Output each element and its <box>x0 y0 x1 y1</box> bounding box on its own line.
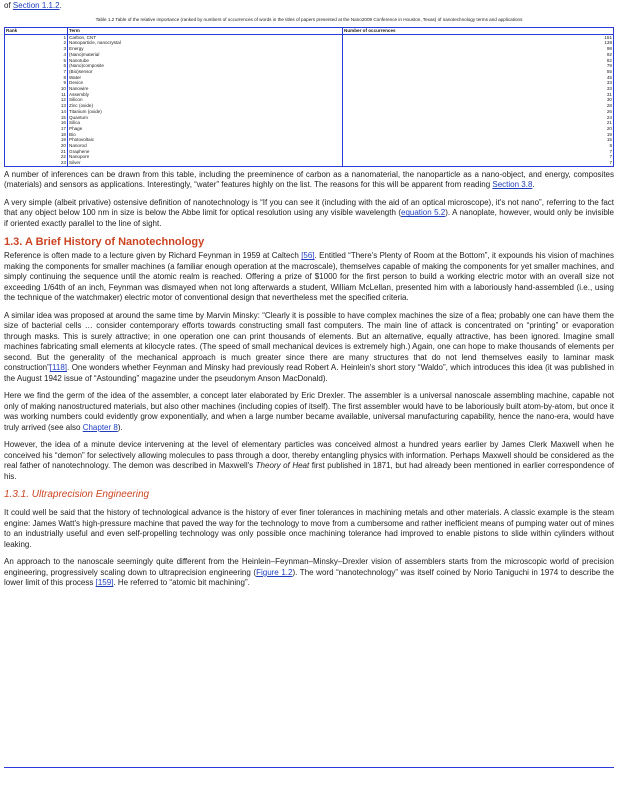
term-cell: (Bio)sensor <box>68 69 343 75</box>
rank-cell: 10 <box>5 86 68 92</box>
count-cell: 31 <box>606 91 612 97</box>
term-cell: Nanopore <box>68 154 343 160</box>
rank-cell: 15 <box>5 115 68 121</box>
count-cell: 21 <box>606 120 612 126</box>
ref-159-link[interactable]: [159] <box>95 578 114 588</box>
ref-56-link[interactable]: [56] <box>301 251 315 261</box>
paragraph-feynman: Reference is often made to a lecture given by Richard Feynman in 1959 at Caltech [56]. Entitled “There's Plenty of Room at the Bottom”, it expounds his vision of machines making the components for smaller machines (a familiar enough operation at the macroscale), themselves capable of making the components for yet smaller machines, and simply continuing the sequence until the atomic realm is reached. Offering a prize of $1000 for the first person to build a working electric motor with an overall size not exceeding 1/64th of an inch, Feynman was dismayed when not long afterwards a student, William McLellan, presented him with a laboriously hand-assembled (i.e., using the technique of the watchmaker) electric motor of conventional design that nevertheless met the specified criteria. <box>4 251 615 303</box>
top-prefix: of <box>4 1 13 10</box>
count-cell: 33 <box>606 80 612 86</box>
count-cell: 15 <box>606 137 612 143</box>
count-cell: 7 <box>609 154 612 160</box>
section-heading-history: 1.3. A Brief History of Nanotechnology <box>4 236 205 249</box>
rank-cell: 12 <box>5 97 68 103</box>
term-cell: Bio <box>68 132 343 138</box>
theory-of-heat-title: Theory of Heat <box>255 461 310 471</box>
ref-118-link[interactable]: [118] <box>49 363 67 373</box>
equation-5-2-link[interactable]: equation 5.2 <box>401 208 446 218</box>
table-row <box>5 160 614 166</box>
rank-cell: 6 <box>5 63 68 69</box>
paragraph-taniguchi: An approach to the nanoscale seemingly quite different from the Heinlein–Feynman–Minsky–Drexler vision of assemblers starts from the microscopic world of precision engineering, progressively scaling down to ultraprecision engineering (Figure 1.2). The word “nanotechnology” was itself coined by Norio Taniguchi in 1974 to describe the lower limit of this process [159]. He referred to “atomic bit machining”. <box>4 557 614 588</box>
paragraph-steam-engine: It could well be said that the history of technological advance is the history of ever finer tolerances in machining metals and other materials. A classic example is the steam engine: James Watt's high-pressure machine that paved the way for the technology to move from a cumbersome and rather inefficient means of pumping water out of mines to an industrially useful and even self-propelling technology was only possible once machining tolerance had improved to enable pistons to slide within cylinders without leaking. <box>4 508 614 549</box>
count-cell: 7 <box>609 160 612 166</box>
paragraph-ostensive-definition: A very simple (albeit privative) ostensive definition of nanotechnology is “If you can see it (including with the aid of an optical microscope), it's not nano”, referring to the fact that any object below 100 nm in size is below the Abbe limit for optical resolution using any visible wavelength (equation 5.2). A nanoplate, however, would only be invisible if oriented exactly parallel to the line of sight. <box>4 197 615 228</box>
term-cell: Assembly <box>68 92 343 98</box>
rank-cell: 9 <box>5 80 68 86</box>
header-count: Number of occurrences <box>343 28 614 35</box>
subsection-heading-ultraprecision: 1.3.1. Ultraprecision Engineering <box>4 489 150 501</box>
count-cell: 7 <box>609 148 612 154</box>
table-body <box>5 34 614 166</box>
term-cell: Titanium (oxide) <box>68 109 343 115</box>
table-header-row <box>5 28 614 35</box>
term-cell: Silicon <box>68 97 343 103</box>
figure-1-2-link[interactable]: Figure 1.2 <box>256 567 293 577</box>
term-cell: Zinc (oxide) <box>68 103 343 109</box>
header-rank: Rank <box>5 28 68 35</box>
count-cell: 79 <box>606 63 612 69</box>
rank-cell: 23 <box>5 160 68 166</box>
term-cell: (Nano)composite <box>68 63 343 69</box>
rank-cell: 17 <box>5 126 68 132</box>
rank-cell: 19 <box>5 137 68 143</box>
rank-cell: 18 <box>5 132 68 138</box>
top-reference-line: of Section 1.1.2. <box>4 1 62 10</box>
term-cell: Quantum <box>68 115 343 121</box>
count-cell: 8 <box>609 143 612 149</box>
chapter-8-link[interactable]: Chapter 8 <box>82 422 118 432</box>
count-cell: 55 <box>606 68 612 74</box>
count-cell: 138 <box>604 40 612 46</box>
term-cell: Device <box>68 80 343 86</box>
count-cell: 26 <box>606 108 612 114</box>
term-cell: Graphene <box>68 149 343 155</box>
rank-cell: 2 <box>5 40 68 46</box>
count-cell: 24 <box>606 114 612 120</box>
paragraph-maxwell: However, the idea of a minute device intervening at the level of elementary particles was conceived almost a hundred years earlier by James Clerk Maxwell when he conceived his “demon” for selectively allowing molecules to pass through a door, thereby entangling physics with information. Perhaps Maxwell should be considered as the real father of nanotechnology. The demon was described in Maxwell's Theory of Heat first published in 1871, but had already been mentioned in earlier correspondence of his. <box>4 440 615 481</box>
term-cell: (Nano)material <box>68 52 343 58</box>
paragraph-minsky: A similar idea was proposed at around the same time by Marvin Minsky: “Clearly it is possible to have complex machines the size of a flea; probably one can have them the size of bacterial cells … consider contemporary efforts towards constructing small fast computers. The main line of attack is concentrated on “printing” or evaporation through masks. This is surely attractive; in one operation one can print thousands of elements. But an alternative, equally attractive, has been ignored. Imagine small machines fabricating small elements at kilocycle rates. (The speed of small mechanical devices is extremely high.) Again, one can hope to make thousands of elements per second. But the generality of the mechanical approach is much greater since there are many structures that do not lend themselves easily to laminar mask construction”[118]. One wonders whether Feynman and Minsky had previously read Robert A. Heinlein's short story “Waldo”, which introduces this idea (it was published in the August 1942 issue of “Astounding” magazine under the pseudonym Anson MacDonald). <box>4 310 614 383</box>
term-cell: Carbon, CNT <box>68 34 343 40</box>
header-term: Term <box>68 28 343 35</box>
count-cell: 98 <box>606 46 612 52</box>
term-cell: Silica <box>68 120 343 126</box>
rank-cell: 3 <box>5 46 68 52</box>
bottom-divider <box>4 767 614 769</box>
rank-cell: 11 <box>5 92 68 98</box>
rank-cell: 1 <box>5 34 68 40</box>
term-cell: Silver <box>68 160 343 166</box>
rank-cell: 5 <box>5 58 68 64</box>
term-cell: Nanorod <box>68 143 343 149</box>
count-cell: 82 <box>606 57 612 63</box>
term-cell: Nanotube <box>68 58 343 64</box>
count-cell: 19 <box>606 131 612 137</box>
table-caption: Table 1.2 Table of the relative importance (ranked by numbers of occurrences of words in the titles of papers presented at the Nano2009 Conference in Houston, Texas) of nanotechnology terms and applications <box>95 17 523 22</box>
term-cell: Nanoparticle, nanocrystal <box>68 40 343 46</box>
rank-cell: 13 <box>5 103 68 109</box>
paragraph-assembler: Here we find the germ of the idea of the assembler, a concept later elaborated by Eric Drexler. The assembler is a universal nanoscale assembling machine, capable not only of making nanostructured materials, but also other machines (including copies of itself). The first assembler would have to be laboriously built atom-by-atom, but once it was working numbers could evidently grow exponentially, and when a large number became available, universal manufacturing capability, hence the nano-era, would have truly arrived (see also Chapter 8). <box>4 391 614 432</box>
rank-cell: 14 <box>5 109 68 115</box>
rank-cell: 4 <box>5 52 68 58</box>
count-cell: 151 <box>604 34 612 40</box>
count-cell: 28 <box>606 103 612 109</box>
rank-cell: 21 <box>5 149 68 155</box>
section-1-1-2-link[interactable]: Section 1.1.2 <box>12 1 60 10</box>
page-content <box>4 0 614 596</box>
term-cell: Phage <box>68 126 343 132</box>
rank-cell: 22 <box>5 154 68 160</box>
count-cell: 33 <box>606 86 612 92</box>
count-cell: 45 <box>606 74 612 80</box>
occurrences-table <box>4 27 614 167</box>
term-cell: Water <box>68 75 343 81</box>
rank-cell: 7 <box>5 69 68 75</box>
rank-cell: 8 <box>5 75 68 81</box>
term-cell: Nanowire <box>68 86 343 92</box>
term-cell: Energy <box>68 46 343 52</box>
rank-cell: 20 <box>5 143 68 149</box>
paragraph-inferences: A number of inferences can be drawn from this table, including the preeminence of carbon as a nanomaterial, the nanoparticle as a nano-object, and energy, composites (materials) and sensors as applications. Interestingly, “water” features highly on the list. The reasons for this will be apparent from reading Section 3.8. <box>4 169 614 190</box>
section-3-8-link[interactable]: Section 3.8 <box>492 180 533 190</box>
count-cell: 20 <box>606 125 612 131</box>
rank-cell: 16 <box>5 120 68 126</box>
count-cell: 30 <box>606 97 612 103</box>
count-cell: 92 <box>606 51 612 57</box>
term-cell: Photovoltaic <box>68 137 343 143</box>
